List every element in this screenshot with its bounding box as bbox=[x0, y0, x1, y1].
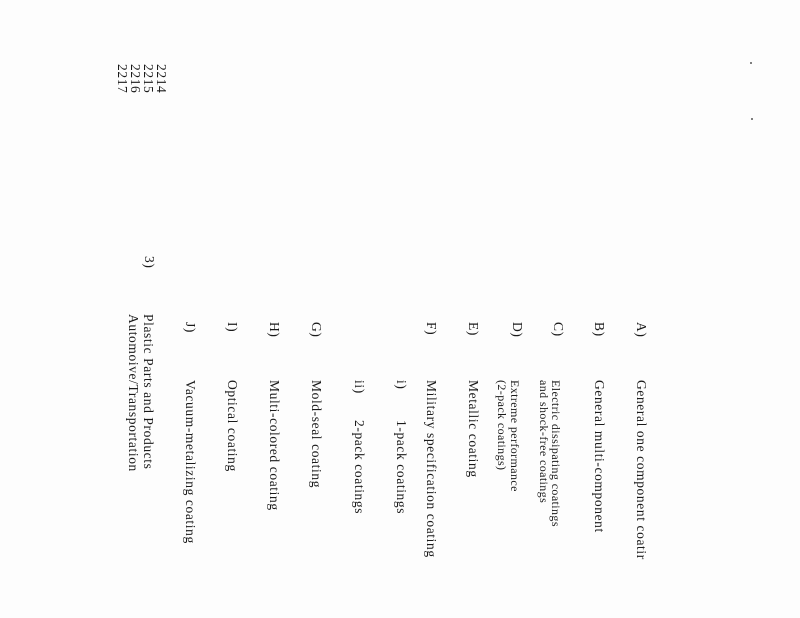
item-g-text bbox=[310, 380, 324, 488]
item-h-text bbox=[268, 380, 282, 511]
item-g-label bbox=[310, 322, 324, 337]
item-j-text bbox=[184, 380, 198, 544]
item-text: Military specification coating bbox=[424, 380, 439, 558]
item-f-text bbox=[425, 380, 439, 558]
item-label: I) bbox=[225, 322, 240, 333]
item-text: Multi-colored coating bbox=[267, 380, 282, 511]
item-label: A) bbox=[634, 322, 649, 338]
code-2216 bbox=[129, 64, 143, 93]
item-label: G) bbox=[309, 322, 324, 338]
section-number-text: 3) bbox=[142, 256, 157, 269]
item-fi-text bbox=[395, 420, 409, 514]
item-label: E) bbox=[466, 322, 481, 336]
item-label: H) bbox=[267, 322, 282, 338]
scan-speck bbox=[751, 118, 753, 120]
item-label: i) bbox=[394, 380, 409, 390]
section-title-text: Plastic Parts and Products bbox=[141, 314, 156, 470]
item-b-label bbox=[593, 322, 607, 337]
item-i-label bbox=[226, 322, 240, 332]
item-label: B) bbox=[592, 322, 607, 337]
item-text: Extreme performance bbox=[508, 380, 522, 492]
code-text: 2216 bbox=[128, 64, 143, 94]
item-d-text-2 bbox=[496, 380, 508, 470]
item-b-text bbox=[593, 380, 607, 533]
item-text: General multi-component bbox=[592, 380, 607, 533]
item-c-text-1 bbox=[550, 380, 562, 527]
item-label: F) bbox=[424, 322, 439, 336]
item-text: (2-pack coatings) bbox=[495, 380, 509, 471]
item-a-text bbox=[635, 380, 649, 560]
code-2214 bbox=[155, 64, 169, 93]
section-number bbox=[143, 256, 157, 268]
item-text: Electric dissipating coatings bbox=[549, 380, 563, 527]
item-text: and shock-free coatings bbox=[537, 380, 551, 504]
code-2215 bbox=[142, 64, 156, 93]
code-2217 bbox=[116, 64, 130, 93]
item-fii-label bbox=[353, 380, 367, 394]
item-i-text bbox=[226, 380, 240, 472]
item-text: General one component coatir bbox=[634, 380, 649, 560]
item-label: J) bbox=[183, 322, 198, 333]
item-text: 2-pack coatings bbox=[352, 420, 367, 515]
item-label: C) bbox=[551, 322, 566, 337]
scan-speck bbox=[750, 62, 752, 64]
item-text: Mold-seal coating bbox=[309, 380, 324, 489]
code-text: 2215 bbox=[141, 64, 156, 94]
code-text: 2217 bbox=[115, 64, 130, 94]
item-text: Optical coating bbox=[225, 380, 240, 472]
item-fii-text bbox=[353, 420, 367, 514]
item-d-label bbox=[511, 322, 525, 337]
item-d-text-1 bbox=[509, 380, 521, 492]
item-c-label bbox=[552, 322, 566, 337]
item-label: D) bbox=[510, 322, 525, 338]
item-h-label bbox=[268, 322, 282, 337]
item-label: ii) bbox=[352, 380, 367, 394]
item-e-label bbox=[467, 322, 481, 336]
section-title-line-2 bbox=[127, 314, 141, 472]
item-fi-label bbox=[395, 380, 409, 389]
item-text: 1-pack coatings bbox=[394, 420, 409, 515]
item-e-text bbox=[467, 380, 481, 478]
item-text: Vacuum-metalizing coating bbox=[183, 380, 198, 544]
section-title-text: Automoive/Transportation bbox=[126, 314, 141, 472]
item-c-text-2 bbox=[538, 380, 550, 503]
item-text: Metallic coating bbox=[466, 380, 481, 478]
code-text: 2214 bbox=[154, 64, 169, 94]
section-title-line-1 bbox=[142, 314, 156, 469]
item-a-label bbox=[635, 322, 649, 337]
item-j-label bbox=[184, 322, 198, 333]
item-f-label bbox=[425, 322, 439, 335]
